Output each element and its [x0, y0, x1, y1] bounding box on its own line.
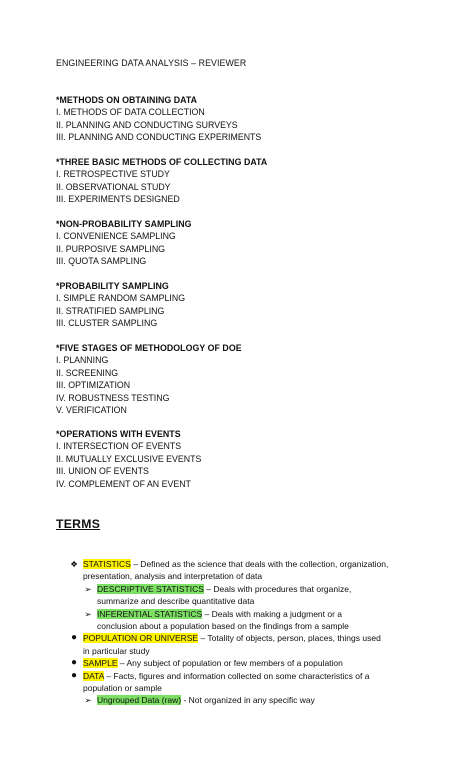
- terms-list: [68, 558, 428, 707]
- section-heading: *PROBABILITY SAMPLING: [56, 281, 169, 291]
- term-definition-continuation: presentation, analysis and interpretation of data: [83, 571, 263, 582]
- section-item: IV. ROBUSTNESS TESTING: [56, 392, 170, 403]
- section-item: IV. COMPLEMENT OF AN EVENT: [56, 478, 191, 489]
- term-label-statistics: STATISTICS: [83, 559, 131, 569]
- section-heading: *FIVE STAGES OF METHODOLOGY OF DOE: [56, 343, 242, 353]
- section-item: I. SIMPLE RANDOM SAMPLING: [56, 293, 186, 304]
- section-item: II. STRATIFIED SAMPLING: [56, 305, 165, 316]
- section-item: II. PLANNING AND CONDUCTING SURVEYS: [56, 119, 238, 130]
- term-line: [97, 608, 428, 620]
- term-line: [97, 583, 428, 595]
- section-item: III. OPTIMIZATION: [56, 380, 131, 391]
- document-title: ENGINEERING DATA ANALYSIS – REVIEWER: [56, 58, 247, 68]
- round-bullet-icon: ●: [70, 657, 78, 669]
- section-non-probability-sampling: [56, 218, 416, 268]
- term-definition: – Deals with procedures that organize,: [203, 583, 352, 594]
- section-item: III. PLANNING AND CONDUCTING EXPERIMENTS: [56, 132, 262, 143]
- arrow-bullet-icon: ➢: [84, 583, 92, 594]
- term-line: [83, 670, 428, 682]
- term-definition: – Defined as the science that deals with the collection, organization,: [130, 559, 389, 569]
- section-item: III. EXPERIMENTS DESIGNED: [56, 194, 180, 205]
- section-item: I. PLANNING: [56, 355, 109, 366]
- arrow-bullet-icon: ➢: [84, 695, 92, 706]
- section-probability-sampling: [56, 280, 416, 330]
- section-item: III. QUOTA SAMPLING: [56, 256, 147, 267]
- term-definition: – Facts, figures and information collected on some characteristics of a: [103, 670, 370, 681]
- section-item: II. PURPOSIVE SAMPLING: [56, 243, 166, 254]
- section-item: I. CONVENIENCE SAMPLING: [56, 231, 176, 242]
- term-definition: – Totality of objects, person, places, things used: [198, 633, 381, 644]
- subterm-descriptive-statistics: [68, 583, 428, 608]
- term-data: [68, 670, 428, 695]
- section-methods-obtaining-data: [56, 94, 416, 144]
- term-line: [83, 558, 428, 570]
- section-doe-stages: [56, 342, 416, 416]
- section-item: III. UNION OF EVENTS: [56, 466, 149, 477]
- term-label-inferential-statistics: INFERENTIAL STATISTICS: [97, 608, 203, 619]
- section-heading: *OPERATIONS WITH EVENTS: [56, 429, 181, 439]
- section-item: I. METHODS OF DATA COLLECTION: [56, 107, 205, 118]
- section-heading: *THREE BASIC METHODS OF COLLECTING DATA: [56, 157, 268, 167]
- section-item: II. OBSERVATIONAL STUDY: [56, 181, 171, 192]
- diamond-bullet-icon: ❖: [70, 559, 78, 569]
- round-bullet-icon: ●: [70, 669, 78, 681]
- term-definition-continuation: conclusion about a population based on the findings from a sample: [97, 621, 349, 632]
- term-definition-continuation: population or sample: [83, 683, 162, 694]
- term-label-sample: SAMPLE: [83, 658, 118, 669]
- term-label-descriptive-statistics: DESCRIPTIVE STATISTICS: [97, 583, 204, 594]
- section-item: V. VERIFICATION: [56, 405, 127, 416]
- section-item: II. MUTUALLY EXCLUSIVE EVENTS: [56, 453, 202, 464]
- subterm-ungrouped-data: [68, 694, 428, 706]
- terms-heading: TERMS: [56, 517, 101, 531]
- term-population-universe: [68, 632, 428, 657]
- section-heading: *METHODS ON OBTAINING DATA: [56, 95, 198, 105]
- term-line: [97, 694, 428, 706]
- round-bullet-icon: ●: [70, 632, 78, 644]
- term-statistics: [68, 558, 428, 583]
- arrow-bullet-icon: ➢: [84, 608, 92, 619]
- term-definition: – Any subject of population or few members of a population: [117, 658, 343, 669]
- term-label-ungrouped-data: Ungrouped Data (raw): [97, 695, 182, 706]
- term-definition-continuation: in particular study: [83, 645, 150, 656]
- term-line: [83, 632, 428, 644]
- section-basic-collecting-methods: [56, 156, 416, 206]
- term-definition: - Not organized in any specific way: [181, 695, 315, 706]
- section-item: I. RETROSPECTIVE STUDY: [56, 169, 170, 180]
- term-label-population-universe: POPULATION OR UNIVERSE: [83, 633, 199, 644]
- term-definition: – Deals with making a judgment or a: [202, 608, 343, 619]
- section-heading: *NON-PROBABILITY SAMPLING: [56, 219, 192, 229]
- section-item: II. SCREENING: [56, 367, 119, 378]
- section-item: I. INTERSECTION OF EVENTS: [56, 441, 182, 452]
- term-definition-continuation: summarize and describe quantitative data: [97, 596, 255, 607]
- section-operations-events: [56, 428, 416, 490]
- term-sample: [68, 657, 428, 669]
- term-line: [83, 657, 428, 669]
- subterm-inferential-statistics: [68, 608, 428, 633]
- section-item: III. CLUSTER SAMPLING: [56, 318, 158, 329]
- term-label-data: DATA: [83, 670, 104, 681]
